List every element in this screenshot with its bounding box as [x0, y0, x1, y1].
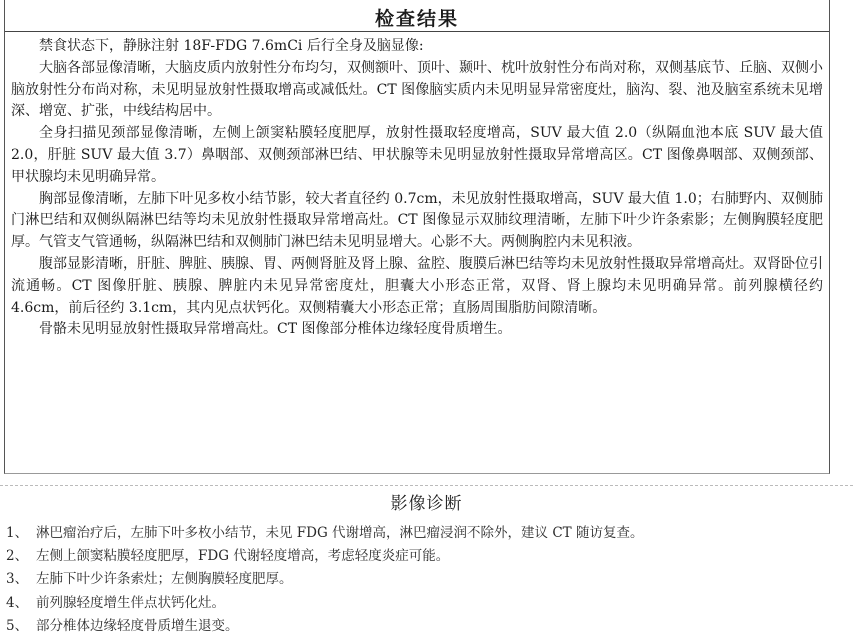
diagnosis-item-number: 5、	[6, 617, 29, 634]
findings-paragraph-abdomen: 腹部显影清晰，肝脏、脾脏、胰腺、胃、两侧肾脏及肾上腺、盆腔、腹膜后淋巴结等均未见放射性摄取异常增高灶。双肾卧位引流通畅。CT 图像肝脏、胰腺、脾脏内未见异常密度灶，胆囊大小形态正常，双肾、肾上腺均未见明确异常。前列腺横径约 4.6cm，前后径约 3.1cm，其内见点状钙化。双侧精囊大小形态正常；直肠周围脂肪间隙清晰。	[11, 255, 823, 316]
diagnosis-item-text: 左肺下叶少许条索灶；左侧胸膜轻度肥厚。	[36, 571, 293, 588]
diagnosis-title: 影像诊断	[390, 494, 463, 514]
findings-paragraph-brain: 大脑各部显像清晰，大脑皮质内放射性分布均匀，双侧额叶、顶叶、颞叶、枕叶放射性分布尚对称，双侧基底节、丘脑、双侧小脑放射性分布尚对称，未见明显放射性摄取增高或减低灶。CT 图像脑实质内未见明显异常密度灶，脑沟、裂、池及脑室系统未见增深、增宽、扩张，中线结构居中。	[11, 59, 823, 120]
diagnosis-item-text: 淋巴瘤治疗后，左肺下叶多枚小结节，未见 FDG 代谢增高，淋巴瘤浸润不除外，建议 CT 随访复查。	[36, 525, 644, 541]
diagnosis-item-number: 2、	[6, 548, 29, 565]
diagnosis-item-text: 部分椎体边缘轻度骨质增生退变。	[36, 617, 239, 634]
diagnosis-item	[6, 615, 846, 638]
diagnosis-item-number: 3、	[6, 571, 29, 588]
title-divider	[5, 31, 829, 32]
diagnosis-item-number: 4、	[6, 594, 29, 611]
diagnosis-item	[6, 545, 846, 568]
diagnosis-item	[6, 522, 846, 545]
findings-paragraph-chest: 胸部显像清晰，左肺下叶见多枚小结节影，较大者直径约 0.7cm，未见放射性摄取增高，SUV 最大值 1.0；右肺野内、双侧肺门淋巴结和双侧纵隔淋巴结等均未见放射性摄取异常增高灶。CT 图像显示双肺纹理清晰，左肺下叶少许条索影；左侧胸膜轻度肥厚。气管支气管通畅，纵隔淋巴结和双侧肺门淋巴结未见明显增大。心影不大。两侧胸腔内未见积液。	[11, 190, 823, 251]
findings-body	[11, 36, 823, 341]
diagnosis-item	[6, 568, 846, 591]
findings-paragraph-head-neck: 全身扫描见颈部显像清晰，左侧上颌窦粘膜轻度肥厚，放射性摄取轻度增高，SUV 最大值 2.0（纵隔血池本底 SUV 最大值 2.0，肝脏 SUV 最大值 3.7）鼻咽部、双侧颈部淋巴结、甲状腺等未见明显放射性摄取异常增高区。CT 图像鼻咽部、双侧颈部、甲状腺均未见明确异常。	[11, 125, 823, 185]
diagnosis-item-text: 前列腺轻度增生伴点状钙化灶。	[36, 594, 225, 611]
findings-paragraph-intro: 禁食状态下，静脉注射 18F-FDG 7.6mCi 后行全身及脑显像:	[39, 38, 424, 54]
diagnosis-list	[6, 522, 846, 638]
findings-title: 检查结果	[374, 8, 459, 30]
diagnosis-item	[6, 592, 846, 615]
diagnosis-item-text: 左侧上颌窦粘膜轻度肥厚，FDG 代谢轻度增高，考虑轻度炎症可能。	[36, 548, 450, 565]
diagnosis-item-number: 1、	[6, 525, 29, 541]
diagnosis-divider	[0, 485, 853, 486]
findings-paragraph-bone: 骨骼未见明显放射性摄取异常增高灶。CT 图像部分椎体边缘轻度骨质增生。	[39, 321, 512, 338]
findings-section	[4, 0, 830, 474]
